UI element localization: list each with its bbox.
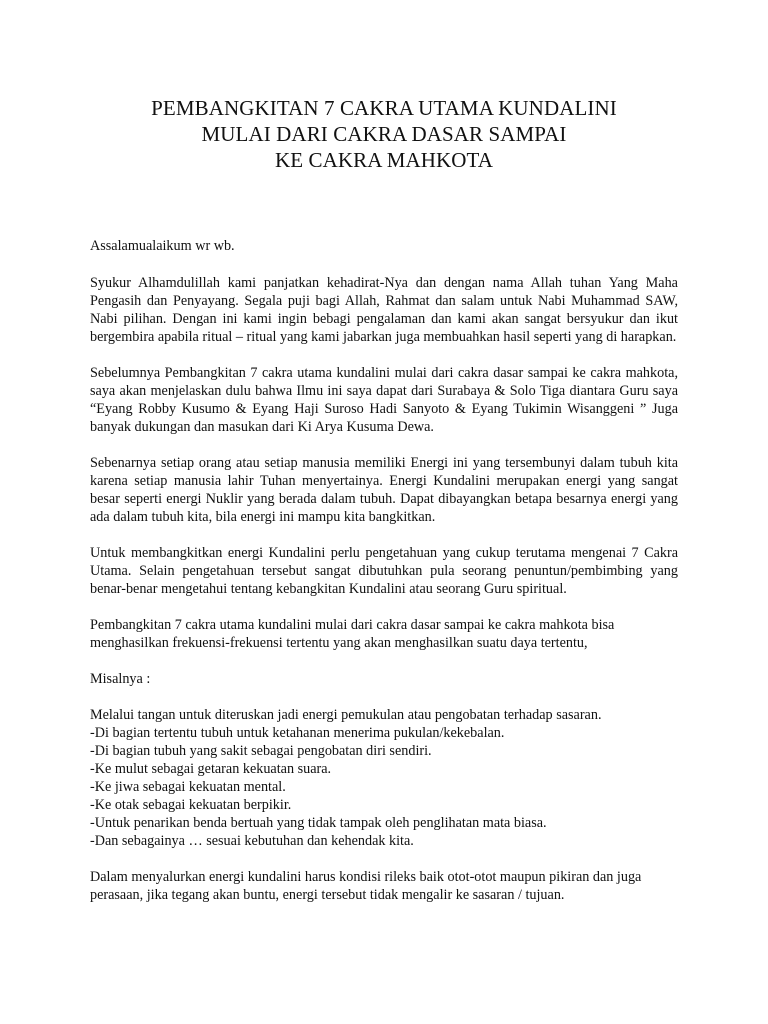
misalnya-label: Misalnya : (90, 671, 151, 687)
document-page (90, 95, 678, 922)
paragraph-source: Sebelumnya Pembangkitan 7 cakra utama kundalini mulai dari cakra dasar sampai ke cakra mahkota, saya akan menjelaskan dulu bahwa Ilmu ini saya dapat dari Surabaya & Solo Tiga diantara Guru saya “Eyang Robby Kusumo & Eyang Haji Suroso Hadi Sanyoto & Eyang Tukimin Wisanggeni ” Juga banyak dukungan dan masukan dari Ki Arya Kusuma Dewa. (90, 365, 678, 435)
paragraph-intro: Syukur Alhamdulillah kami panjatkan kehadirat-Nya dan dengan nama Allah tuhan Yang Maha Pengasih dan Penyayang. Segala puji bagi Allah, Rahmat dan salam untuk Nabi Muhammad SAW, Nabi pilihan. Dengan ini kami ingin bebagi pengalaman dan kami akan sangat bersyukur dan ikut bergembira apabila ritual – ritual yang kami jabarkan juga membuahkan hasil seperti yang di harapkan. (90, 275, 678, 345)
list-item: -Ke jiwa sebagai kekuatan mental. (90, 779, 286, 795)
list-item: Melalui tangan untuk diteruskan jadi energi pemukulan atau pengobatan terhadap sasaran. (90, 707, 602, 723)
paragraph-frequency: Pembangkitan 7 cakra utama kundalini mulai dari cakra dasar sampai ke cakra mahkota bisa menghasilkan frekuensi-frekuensi tertentu yang akan menghasilkan suatu daya tertentu, (90, 617, 615, 651)
document-title (90, 95, 678, 173)
list-item: -Ke otak sebagai kekuatan berpikir. (90, 797, 292, 813)
paragraph-closing: Dalam menyalurkan energi kundalini harus kondisi rileks baik otot-otot maupun pikiran dan juga perasaan, jika tegang akan buntu, energi tersebut tidak mengalir ke sasaran / tujuan. (90, 869, 642, 903)
list-item: -Untuk penarikan benda bertuah yang tidak tampak oleh penglihatan mata biasa. (90, 815, 547, 831)
example-list (90, 706, 678, 850)
title-line: KE CAKRA MAHKOTA (274, 148, 494, 172)
title-line: MULAI DARI CAKRA DASAR SAMPAI (201, 122, 567, 146)
title-line: PEMBANGKITAN 7 CAKRA UTAMA KUNDALINI (151, 96, 617, 120)
paragraph-energy: Sebenarnya setiap orang atau setiap manusia memiliki Energi ini yang tersembunyi dalam tubuh kita karena setiap manusia lahir Tuhan menyertainya. Energi Kundalini merupakan energi yang sangat besar seperti energi Nuklir yang berada dalam tubuh. Dapat dibayangkan betapa besarnya energi yang ada dalam tubuh kita, bila energi ini mampu kita bangkitkan. (90, 455, 678, 525)
greeting: Assalamualaikum wr wb. (90, 238, 235, 254)
list-item: -Dan sebagainya … sesuai kebutuhan dan kehendak kita. (90, 833, 414, 849)
paragraph-method: Untuk membangkitkan energi Kundalini perlu pengetahuan yang cukup terutama mengenai 7 Cakra Utama. Selain pengetahuan tersebut sangat dibutuhkan pula seorang penuntun/pembimbing yang benar-benar mengetahui tentang kebangkitan Kundalini atau seorang Guru spiritual. (90, 545, 678, 597)
list-item: -Ke mulut sebagai getaran kekuatan suara. (90, 761, 332, 777)
list-item: -Di bagian tubuh yang sakit sebagai pengobatan diri sendiri. (90, 743, 432, 759)
list-item: -Di bagian tertentu tubuh untuk ketahanan menerima pukulan/kekebalan. (90, 725, 505, 741)
